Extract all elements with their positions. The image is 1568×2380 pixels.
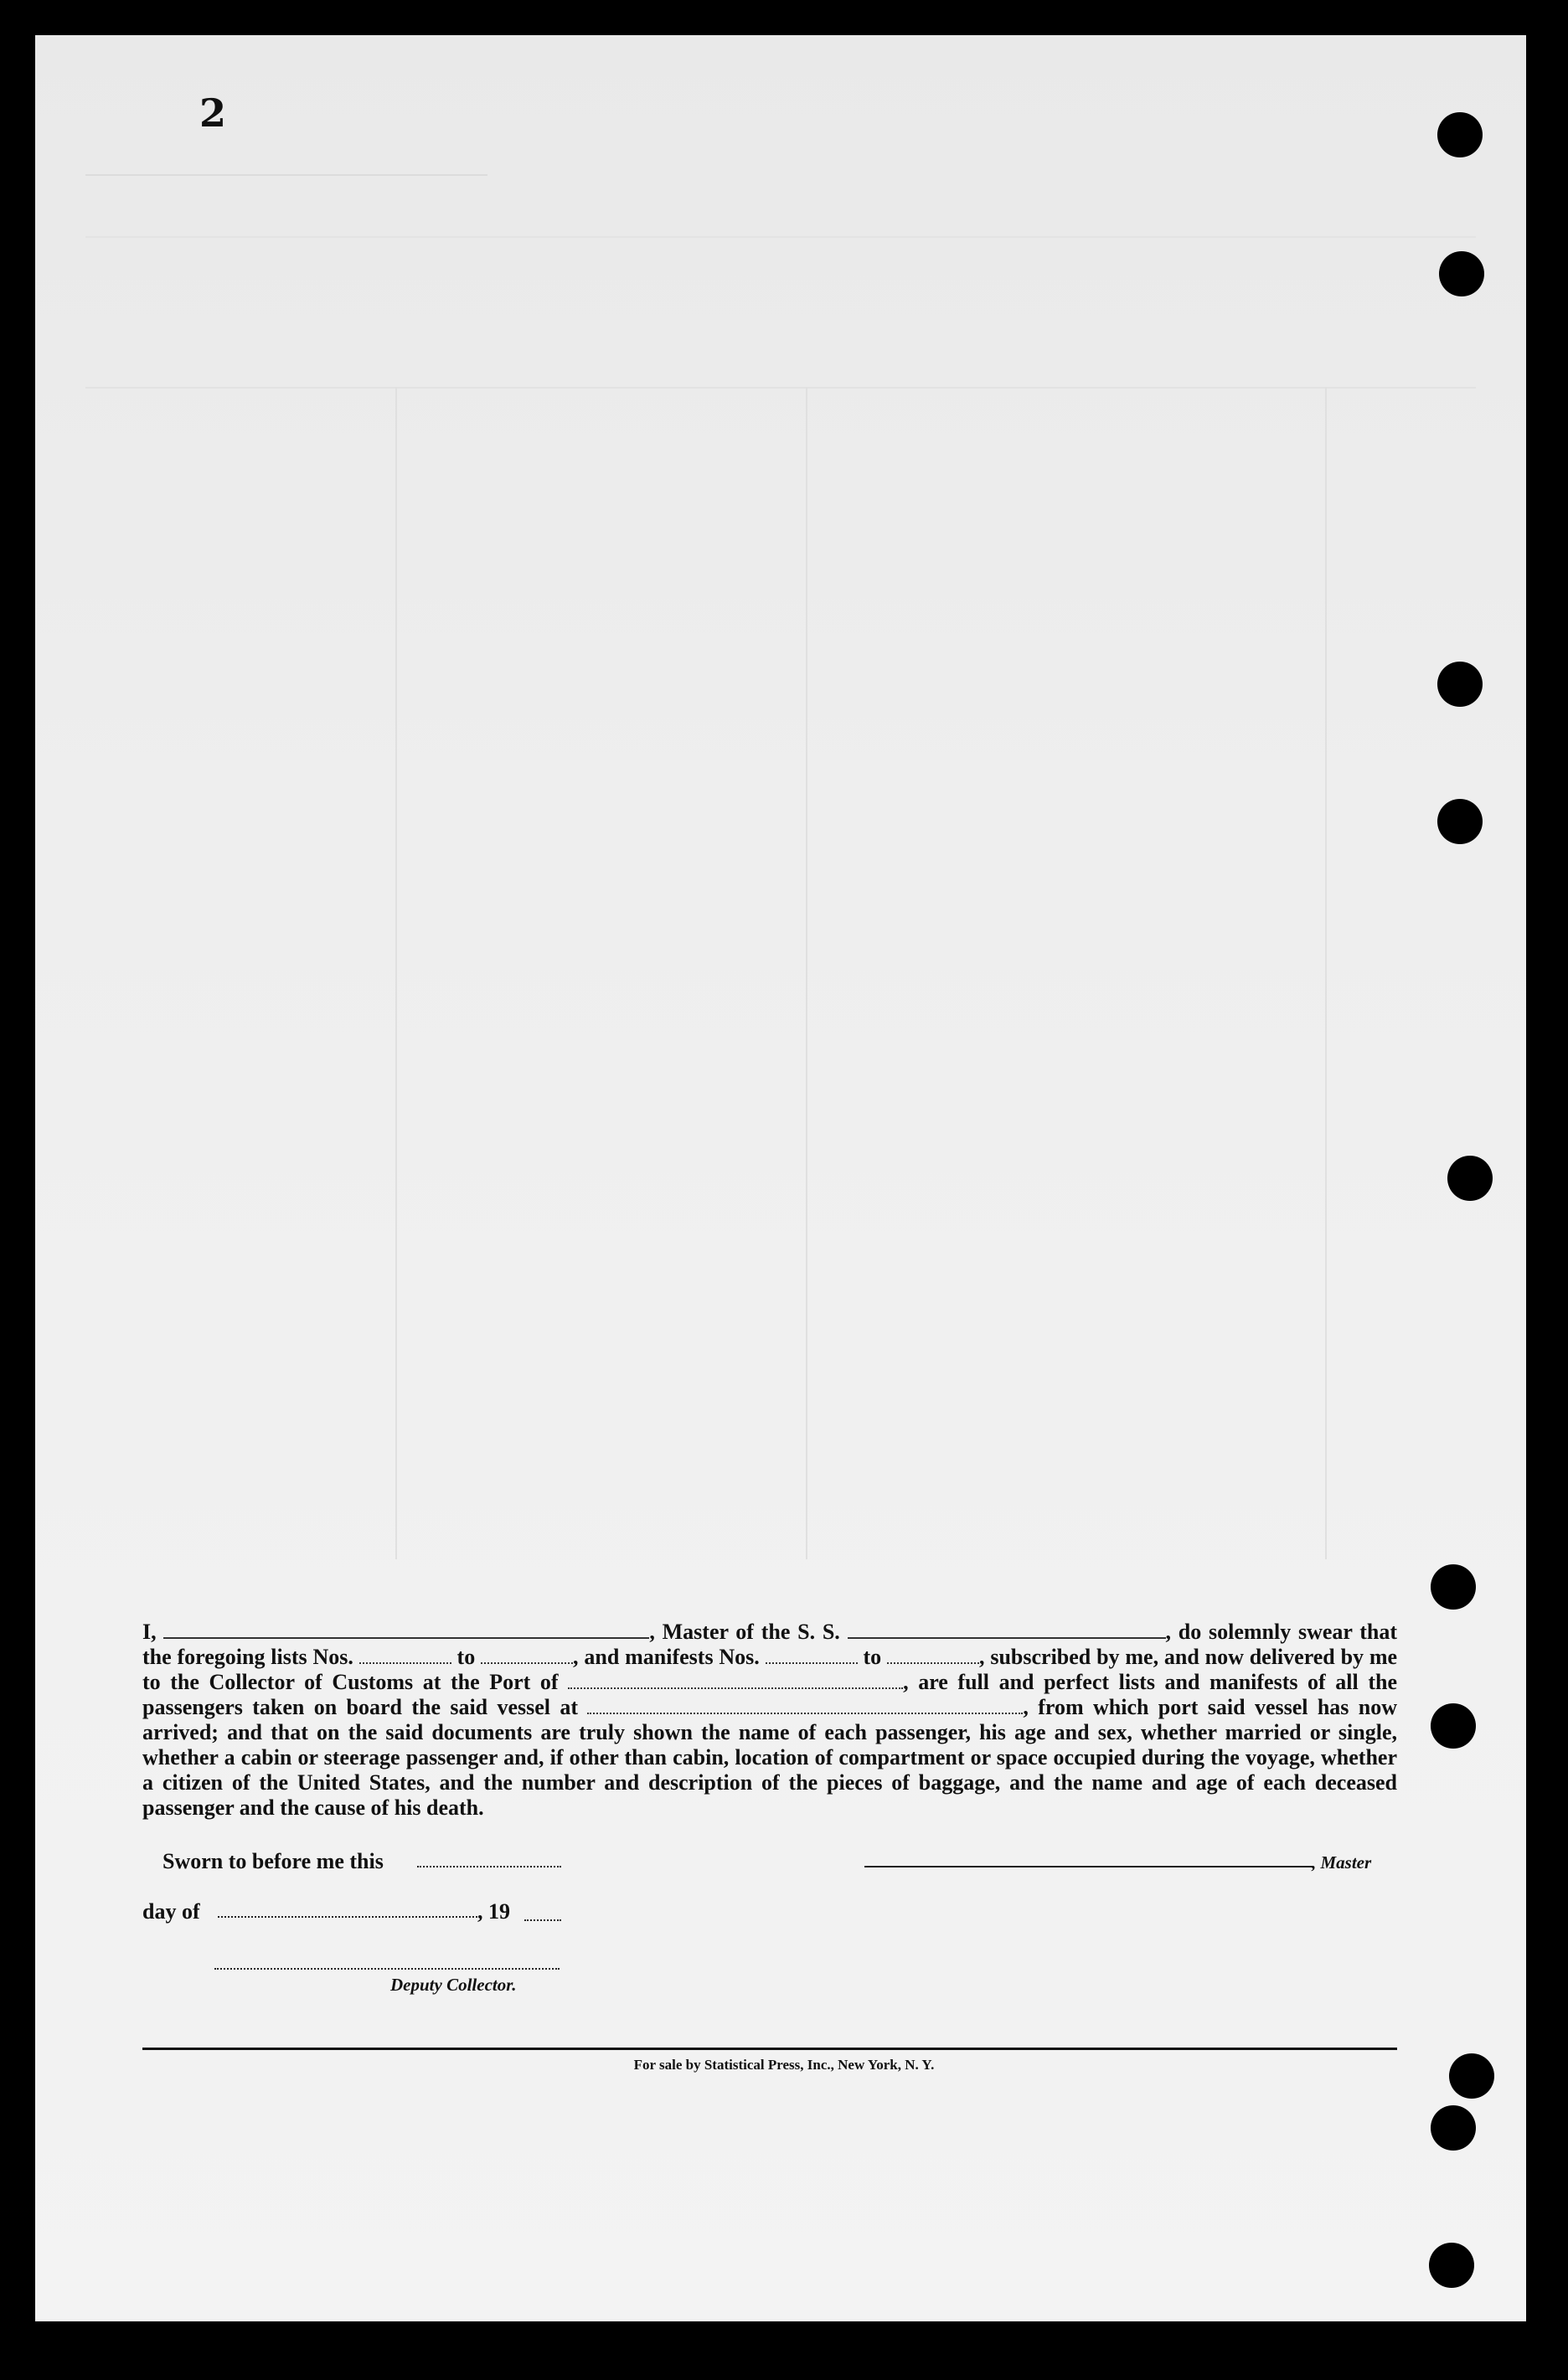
- master-name-blank: [163, 1620, 649, 1639]
- day-of-blank: [218, 1916, 477, 1918]
- day-of-label: day of: [142, 1899, 200, 1924]
- ghost-column-rule: [806, 387, 807, 1559]
- ghost-column-rule: [395, 387, 397, 1559]
- oath-text: , subscribed by me, and now delivered by me to the Collector of Customs at the Port of: [142, 1645, 1398, 1694]
- year-blank: [524, 1919, 561, 1921]
- footer-rule: [142, 2048, 1397, 2050]
- ghost-rule: [85, 174, 487, 176]
- corner-mark: 2: [199, 90, 227, 136]
- sworn-date-blank: [417, 1866, 561, 1867]
- oath-text: I,: [142, 1620, 157, 1644]
- master-label: , Master: [1312, 1852, 1372, 1873]
- ship-name-blank: [848, 1620, 1166, 1639]
- oath-text: to: [863, 1645, 882, 1669]
- oath-text: , and manifests Nos.: [573, 1645, 760, 1669]
- year-label: , 19: [477, 1899, 510, 1924]
- punch-hole: [1437, 799, 1483, 844]
- punch-hole: [1429, 2243, 1474, 2288]
- deputy-collector-label: Deputy Collector.: [390, 1975, 517, 1995]
- document-page: [35, 35, 1526, 2321]
- punch-hole: [1447, 1156, 1493, 1201]
- oath-text: , Master of the S. S.: [649, 1620, 840, 1644]
- punch-hole: [1439, 251, 1484, 296]
- port-blank: [568, 1671, 903, 1689]
- oath-text: , are full and perfect lists and manifests of all the passengers taken on board the said vessel at: [142, 1670, 1397, 1719]
- oath-text: , from which port said vessel has now arrived; and that on the said documents are truly shown the name of each passenger, his age and sex, whether married or single, whether a cabin or steerage passenger and, if other than cabin, location of compartment or space occupied during the voyage, whether a citizen of the United States, and the number and description of the pieces of baggage, and the name and age of each deceased passenger and the cause of his death.: [142, 1695, 1398, 1820]
- oath-paragraph: [142, 1620, 1397, 1821]
- lists-to-blank: [481, 1646, 573, 1664]
- punch-hole: [1431, 1703, 1476, 1749]
- punch-hole: [1437, 112, 1483, 157]
- manifests-to-blank: [887, 1646, 979, 1664]
- manifests-from-blank: [766, 1646, 858, 1664]
- ghost-rule: [85, 236, 1476, 238]
- punch-hole: [1431, 1564, 1476, 1610]
- sworn-label: Sworn to before me this: [162, 1849, 384, 1873]
- master-signature-line: [864, 1866, 1313, 1867]
- printer-footer: For sale by Statistical Press, Inc., New York, N. Y.: [633, 2057, 935, 2073]
- punch-hole: [1431, 2105, 1476, 2151]
- oath-text: to: [456, 1645, 476, 1669]
- departure-port-blank: [587, 1696, 1023, 1714]
- punch-hole: [1437, 662, 1483, 707]
- deputy-signature-line: [214, 1968, 560, 1970]
- ghost-column-rule: [1325, 387, 1327, 1559]
- ghost-rule: [85, 387, 1476, 389]
- lists-from-blank: [359, 1646, 451, 1664]
- oath-text: , do solemnly swear that the foregoing lists Nos.: [142, 1620, 1397, 1669]
